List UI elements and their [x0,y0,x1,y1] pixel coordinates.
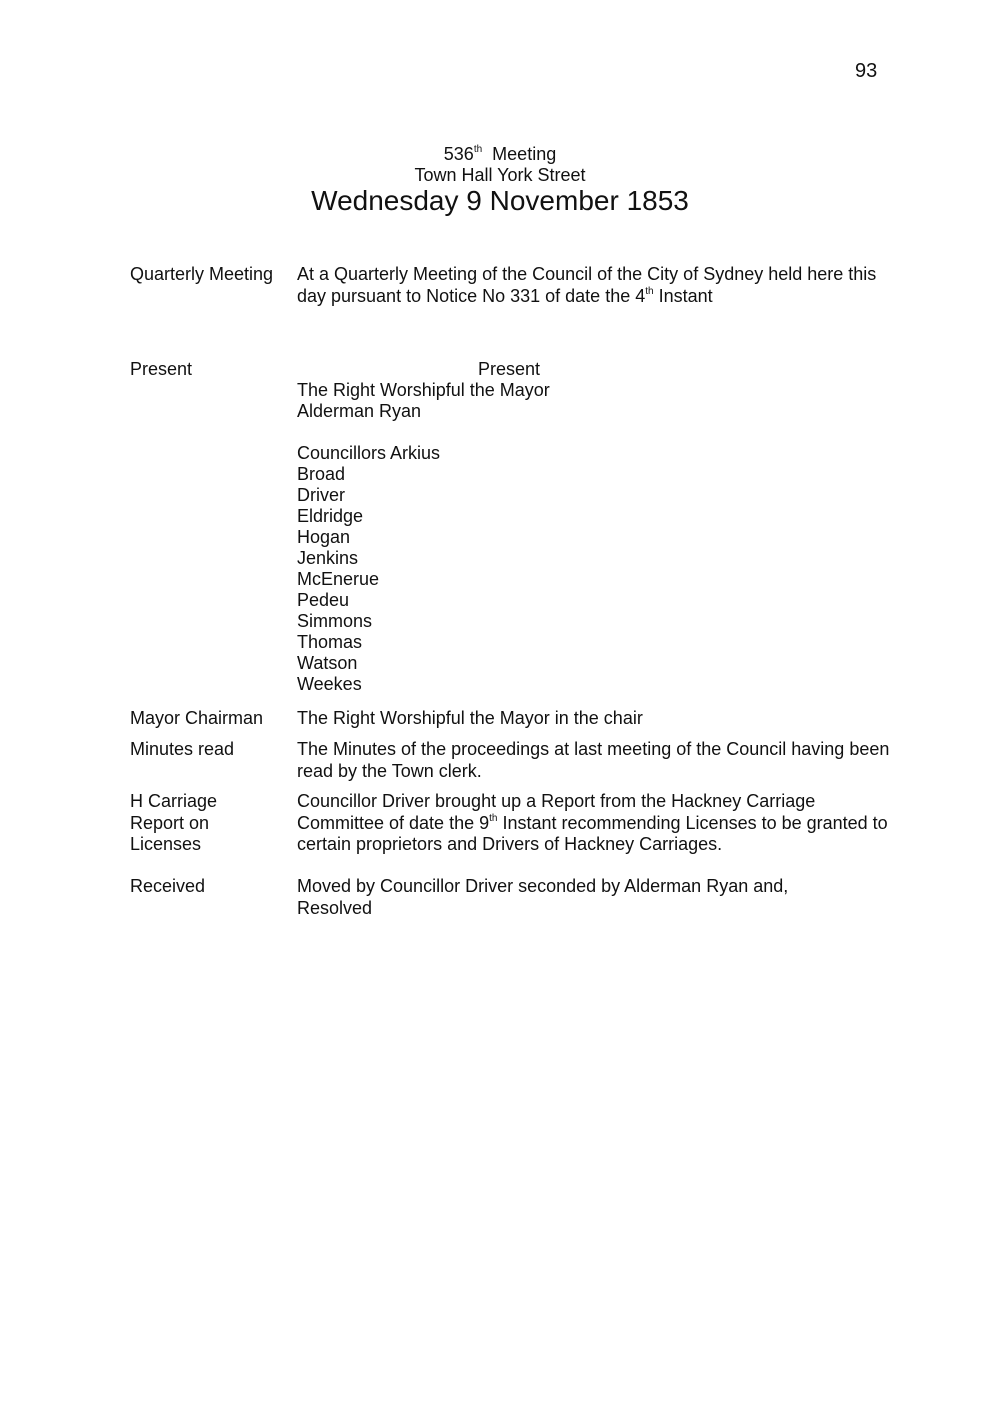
margin-note-chairman: Mayor Chairman [130,708,264,728]
meeting-number-suffix: th [473,144,483,155]
received-text-line-2: Resolved [297,898,373,918]
carriage-text-line-2-end: Instant recommending Licenses to be granted to [497,813,888,833]
carriage-text-line-2-main: Committee of date the 9 [297,813,490,833]
meeting-date: Wednesday 9 November 1853 [311,185,689,216]
margin-note-received: Received [130,876,206,896]
councillor-item: Councillors Arkius [297,443,441,463]
margin-note-minutes: Minutes read [130,739,235,759]
quarterly-ordinal-suffix: th [645,286,654,297]
attendee-mayor: The Right Worshipful the Mayor [297,380,550,400]
councillor-item: Simmons [297,611,373,631]
margin-note-carriage-2: Report on [130,813,210,833]
page-number: 93 [855,60,878,82]
margin-note-carriage-1: H Carriage [130,791,218,811]
carriage-text-line-3: certain proprietors and Drivers of Hackney Carriages. [297,834,723,854]
carriage-ordinal-suffix: th [489,813,498,824]
councillor-item: Jenkins [297,548,359,568]
margin-note-present: Present [130,359,193,379]
received-text-line-1: Moved by Councillor Driver seconded by Alderman Ryan and, [297,876,789,896]
present-heading: Present [478,359,541,379]
councillor-item: Weekes [297,674,362,694]
meeting-word: Meeting [492,144,557,164]
quarterly-text-line-2-main: day pursuant to Notice No 331 of date the 4 [297,286,646,306]
meeting-number: 536 [443,144,474,164]
quarterly-text-line-1: At a Quarterly Meeting of the Council of the City of Sydney held here this [297,264,877,284]
councillor-item: Hogan [297,527,351,547]
meeting-number-line [0,144,1000,165]
quarterly-text-line-2 [297,286,713,307]
councillor-item: McEnerue [297,569,380,589]
chairman-text: The Right Worshipful the Mayor in the chair [297,708,643,728]
meeting-venue: Town Hall York Street [414,165,586,185]
carriage-text-line-2 [297,813,888,834]
councillor-item: Pedeu [297,590,350,610]
attendee-alderman: Alderman Ryan [297,401,422,421]
minutes-text-line-1: The Minutes of the proceedings at last meeting of the Council having been [297,739,890,759]
councillor-item: Broad [297,464,346,484]
quarterly-text-line-2-end: Instant [653,286,713,306]
minutes-text-line-2: read by the Town clerk. [297,761,482,781]
councillor-list [297,443,440,695]
councillor-item: Watson [297,653,358,673]
carriage-text-line-1: Councillor Driver brought up a Report from the Hackney Carriage [297,791,816,811]
councillor-item: Thomas [297,632,363,652]
margin-note-quarterly: Quarterly Meeting [130,264,274,284]
councillor-item: Eldridge [297,506,364,526]
margin-note-carriage-3: Licenses [130,834,202,854]
councillor-item: Driver [297,485,345,505]
